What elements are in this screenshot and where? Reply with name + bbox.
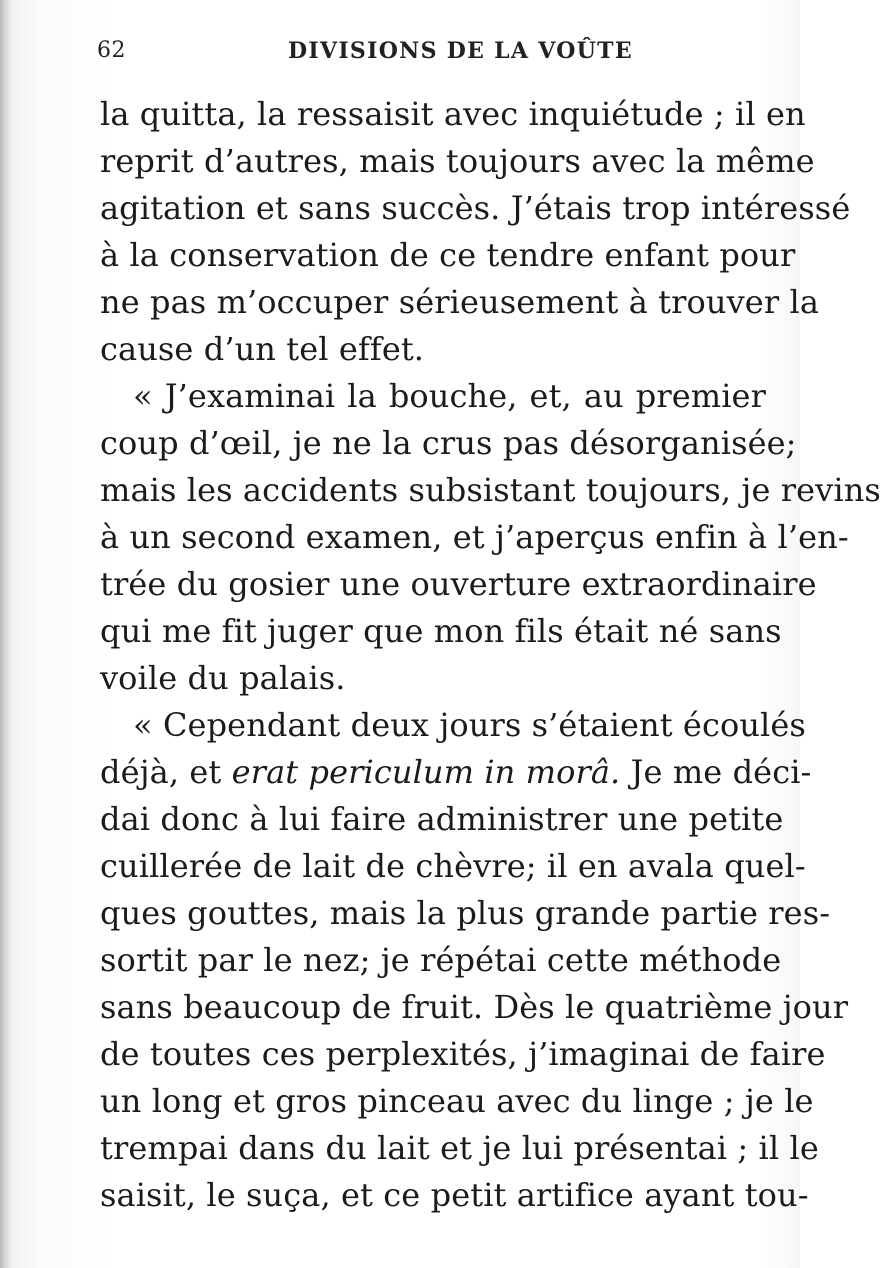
text-line: reprit d’autres, mais toujours avec la même [100, 142, 815, 180]
text-line: à un second examen, et j’aperçus enfin à l’en- [100, 518, 849, 556]
text-line: la quitta, la ressaisit avec inquiétude ; il en [100, 95, 806, 133]
running-header [0, 28, 800, 76]
text-line: cause d’un tel effet. [100, 330, 425, 368]
text-line: coup d’œil, je ne la crus pas désorganisée; [100, 424, 797, 462]
text-line: « Cependant deux jours s’étaient écoulés [133, 706, 806, 744]
text-line: ques gouttes, mais la plus grande partie res- [100, 894, 831, 932]
text-line: sortit par le nez; je répétai cette méthode [100, 941, 782, 979]
text-line [100, 749, 812, 796]
text-line: trée du gosier une ouverture extraordinaire [100, 565, 817, 603]
text-line: agitation et sans succès. J’étais trop intéressé [100, 189, 851, 227]
text-segment: Je me déci- [620, 753, 812, 791]
text-line: trempai dans du lait et je lui présentai ; il le [100, 1129, 819, 1167]
text-line: saisit, le suça, et ce petit artifice ayant tou- [100, 1176, 809, 1214]
running-title: DIVISIONS DE LA VOÛTE [288, 38, 633, 64]
page-left-edge-shadow [0, 0, 10, 1268]
body-text [100, 91, 881, 1219]
text-line: ne pas m’occuper sérieusement à trouver la [100, 283, 819, 321]
text-line: « J’examinai la bouche, et, au premier [133, 377, 766, 415]
text-line: à la conservation de ce tendre enfant pour [100, 236, 796, 274]
italic-latin-phrase: erat periculum in morâ. [231, 753, 621, 791]
text-line: voile du palais. [100, 659, 346, 697]
text-line: de toutes ces perplexités, j’imaginai de faire [100, 1035, 826, 1073]
text-line: dai donc à lui faire administrer une petite [100, 800, 784, 838]
text-line: cuillerée de lait de chèvre; il en avala quel- [100, 847, 806, 885]
text-line: sans beaucoup de fruit. Dès le quatrième jour [100, 988, 849, 1026]
text-line: un long et gros pinceau avec du linge ; je le [100, 1082, 814, 1120]
text-line: qui me fit juger que mon fils était né sans [100, 612, 782, 650]
text-line: mais les accidents subsistant toujours, je revins [100, 471, 881, 509]
text-segment: déjà, et [100, 753, 232, 791]
page-number: 62 [97, 38, 126, 63]
